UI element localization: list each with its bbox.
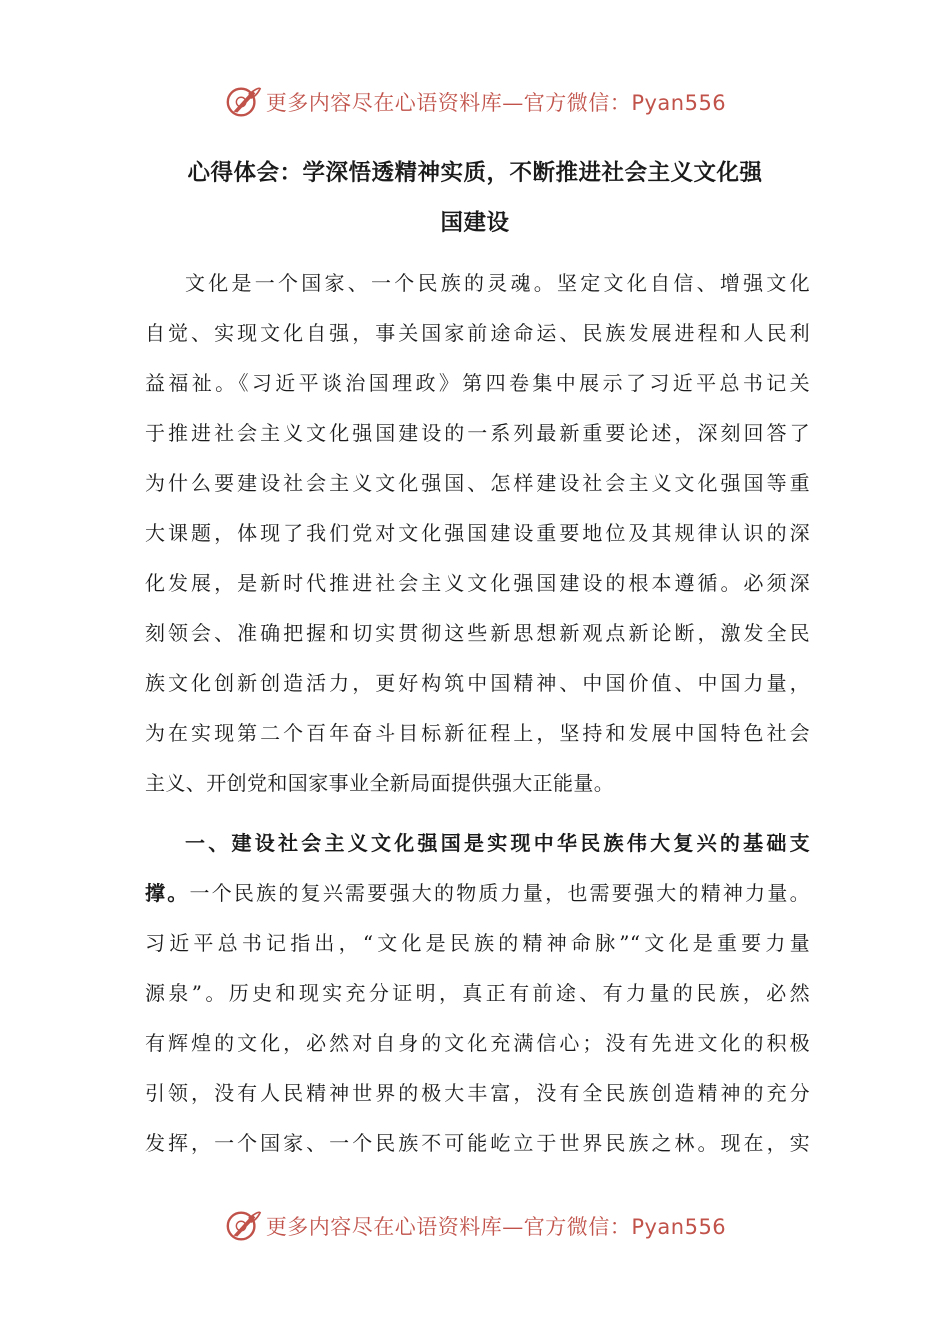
wechat-id: Pyan556 <box>631 1215 727 1239</box>
text-line: 族文化创新创造活力，更好构筑中国精神、中国价值、中国力量， <box>145 671 810 695</box>
section-heading: 一、建设社会主义文化强国是实现中华民族伟大复兴的基础支 <box>185 831 810 855</box>
text-line: 化发展，是新时代推进社会主义文化强国建设的根本遵循。必须深 <box>145 571 810 595</box>
text-line: 为什么要建设社会主义文化强国、怎样建设社会主义文化强国等重 <box>145 471 810 495</box>
page-title <box>120 148 830 248</box>
section-text: 一个民族的复兴需要强大的物质力量，也需要强大的精神力量。 <box>189 881 810 905</box>
wechat-id: Pyan556 <box>631 91 727 115</box>
quill-logo-icon <box>224 83 262 121</box>
footer-banner <box>0 1206 950 1246</box>
text-line: 于推进社会主义文化强国建设的一系列最新重要论述，深刻回答了 <box>145 421 810 445</box>
text-line: 发挥，一个国家、一个民族不可能屹立于世界民族之林。现在，实 <box>145 1131 810 1155</box>
text-line: 有辉煌的文化，必然对自身的文化充满信心；没有先进文化的积极 <box>145 1031 810 1055</box>
banner-text: 更多内容尽在心语资料库—官方微信：Pyan556 <box>265 91 727 115</box>
banner-text: 更多内容尽在心语资料库—官方微信：Pyan556 <box>265 1215 727 1239</box>
quill-logo-icon <box>224 1207 262 1245</box>
title-line-2: 国建设 <box>440 210 510 236</box>
text-line: 习近平总书记指出，“文化是民族的精神命脉”“文化是重要力量 <box>145 931 810 955</box>
title-line-1: 心得体会：学深悟透精神实质，不断推进社会主义文化强 <box>187 160 763 186</box>
text-line: 益福祉。《习近平谈治国理政》第四卷集中展示了习近平总书记关 <box>145 371 810 395</box>
text-line <box>145 868 810 918</box>
text-line: 文化是一个国家、一个民族的灵魂。坚定文化自信、增强文化 <box>185 271 810 295</box>
text-line: 大课题，体现了我们党对文化强国建设重要地位及其规律认识的深 <box>145 521 810 545</box>
header-banner <box>0 82 950 122</box>
text-line: 主义、开创党和国家事业全新局面提供强大正能量。 <box>145 771 615 795</box>
text-line: 为在实现第二个百年奋斗目标新征程上，坚持和发展中国特色社会 <box>145 721 810 745</box>
text-line: 源泉”。历史和现实充分证明，真正有前途、有力量的民族，必然 <box>145 981 810 1005</box>
section-1 <box>145 818 810 1168</box>
section-heading-end: 撑。 <box>145 881 190 905</box>
text-line: 引领，没有人民精神世界的极大丰富，没有全民族创造精神的充分 <box>145 1081 810 1105</box>
paragraph-intro <box>145 258 810 808</box>
text-line: 自觉、实现文化自强，事关国家前途命运、民族发展进程和人民利 <box>145 321 810 345</box>
text-line: 刻领会、准确把握和切实贯彻这些新思想新观点新论断，激发全民 <box>145 621 810 645</box>
